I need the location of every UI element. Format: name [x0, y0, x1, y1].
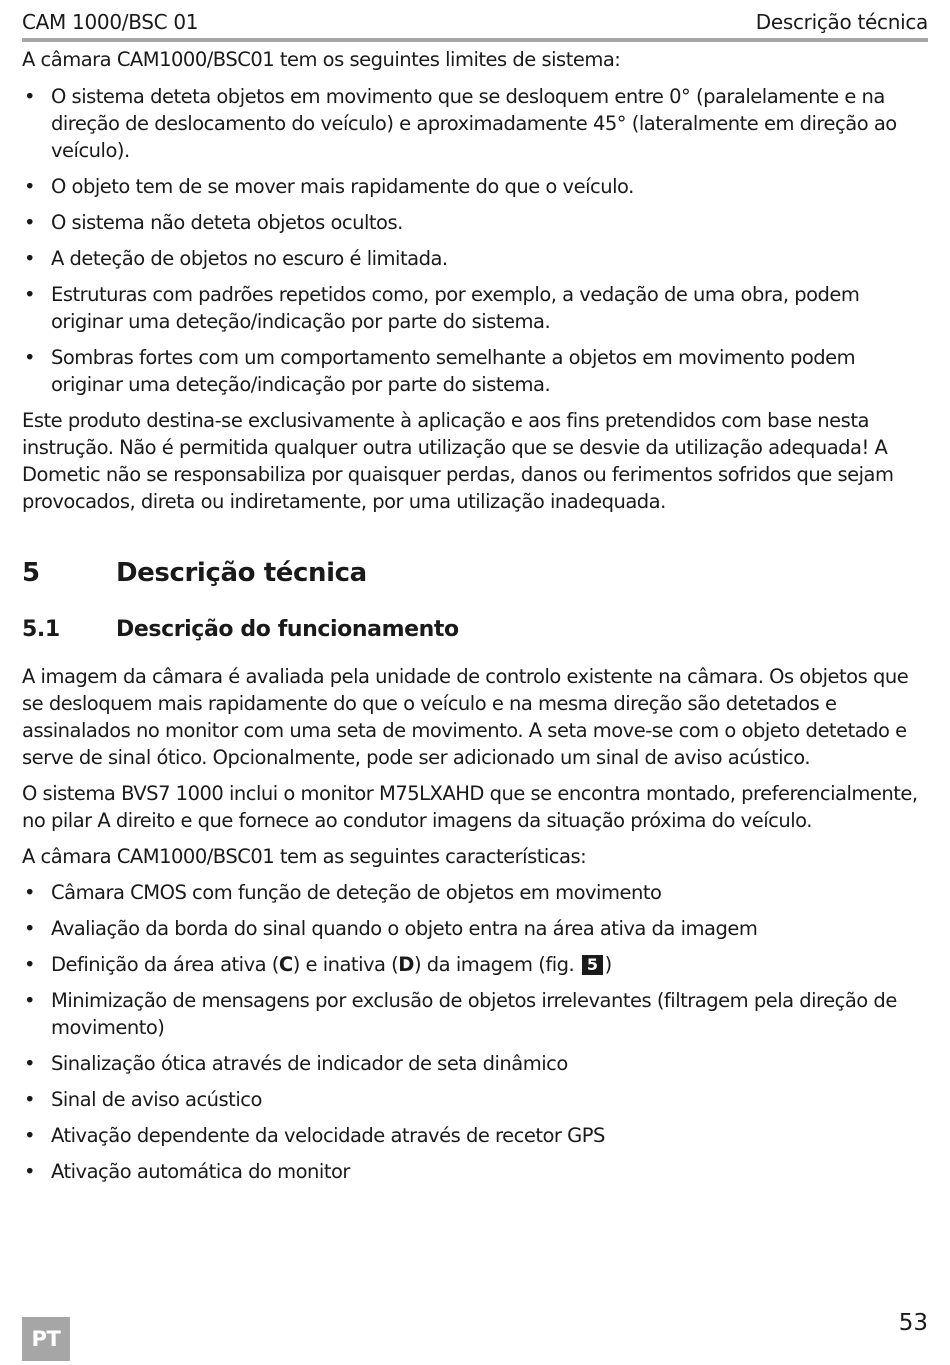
header-chapter-title: Descrição técnica	[755, 10, 928, 34]
section-number: 5	[22, 558, 40, 588]
system-paragraph: O sistema BVS7 1000 inclui o monitor M75LXAHD que se encontra montado, preferencialmente, no pilar A direito e que fornece ao condutor imagens da situação próxima do veículo.	[22, 782, 918, 832]
figure-reference-badge: 5	[582, 955, 603, 975]
page-content	[22, 44, 928, 1194]
features-list	[22, 879, 928, 1185]
list-item: • A deteção de objetos no escuro é limitada.	[22, 245, 928, 272]
item-text: )	[604, 953, 612, 976]
section-heading	[22, 553, 928, 593]
subsection-title: Descrição do funcionamento	[116, 617, 459, 642]
list-item: • Ativação automática do monitor	[22, 1158, 928, 1185]
item-text: ) da imagem (fig.	[413, 953, 580, 976]
list-item	[22, 951, 928, 978]
list-item: • Sinal de aviso acústico	[22, 1086, 928, 1113]
list-item: • O objeto tem de se mover mais rapidamente do que o veículo.	[22, 173, 928, 200]
list-item: • O sistema deteta objetos em movimento que se desloquem entre 0° (paralelamente e na direção de deslocamento do veículo) e aproximadamente 45° (lateralmente em direção ao veículo).	[22, 83, 928, 164]
function-paragraph: A imagem da câmara é avaliada pela unidade de controlo existente na câmara. Os objetos que se desloquem mais rapidamente do que o veículo e na mesma direção são detetados e assinalados no monitor com uma seta de movimento. A seta move-se com o objeto detetado e serve de sinal ótico. Opcionalmente, pode ser adicionado um sinal de aviso acústico.	[22, 665, 909, 769]
page-number: 53	[898, 1310, 928, 1336]
list-item: • Estruturas com padrões repetidos como, por exemplo, a vedação de uma obra, podem originar uma deteção/indicação por parte do sistema.	[22, 281, 928, 335]
limits-intro: A câmara CAM1000/BSC01 tem os seguintes limites de sistema:	[22, 48, 621, 71]
item-text: ) e inativa (	[292, 953, 399, 976]
list-item: • Sinalização ótica através de indicador de seta dinâmico	[22, 1050, 928, 1077]
subsection-number: 5.1	[22, 617, 60, 642]
area-letter-c: C	[278, 953, 293, 976]
running-header	[22, 8, 928, 36]
subsection-heading	[22, 615, 928, 645]
area-letter-d: D	[398, 953, 414, 976]
list-item: • Minimização de mensagens por exclusão de objetos irrelevantes (filtragem pela direção de movimento)	[22, 987, 928, 1041]
limits-list	[22, 83, 928, 398]
language-tab: PT	[22, 1317, 70, 1361]
section-title: Descrição técnica	[116, 558, 367, 588]
item-text: Definição da área ativa (	[51, 953, 279, 976]
list-item: • Câmara CMOS com função de deteção de objetos em movimento	[22, 879, 928, 906]
list-item: • Sombras fortes com um comportamento semelhante a objetos em movimento podem originar uma deteção/indicação por parte do sistema.	[22, 344, 928, 398]
features-intro: A câmara CAM1000/BSC01 tem as seguintes características:	[22, 845, 587, 868]
header-product-name: CAM 1000/BSC 01	[22, 10, 199, 34]
header-rule	[22, 38, 928, 42]
intended-use-paragraph: Este produto destina-se exclusivamente à aplicação e aos fins pretendidos com base nesta instrução. Não é permitida qualquer outra utilização que se desvie da utilização adequada! A Dometic não se responsabiliza por quaisquer perdas, danos ou ferimentos sofridos que sejam provocados, direta ou indiretamente, por uma utilização inadequada.	[22, 409, 894, 513]
list-item: • Ativação dependente da velocidade através de recetor GPS	[22, 1122, 928, 1149]
list-item: • O sistema não deteta objetos ocultos.	[22, 209, 928, 236]
list-item: • Avaliação da borda do sinal quando o objeto entra na área ativa da imagem	[22, 915, 928, 942]
